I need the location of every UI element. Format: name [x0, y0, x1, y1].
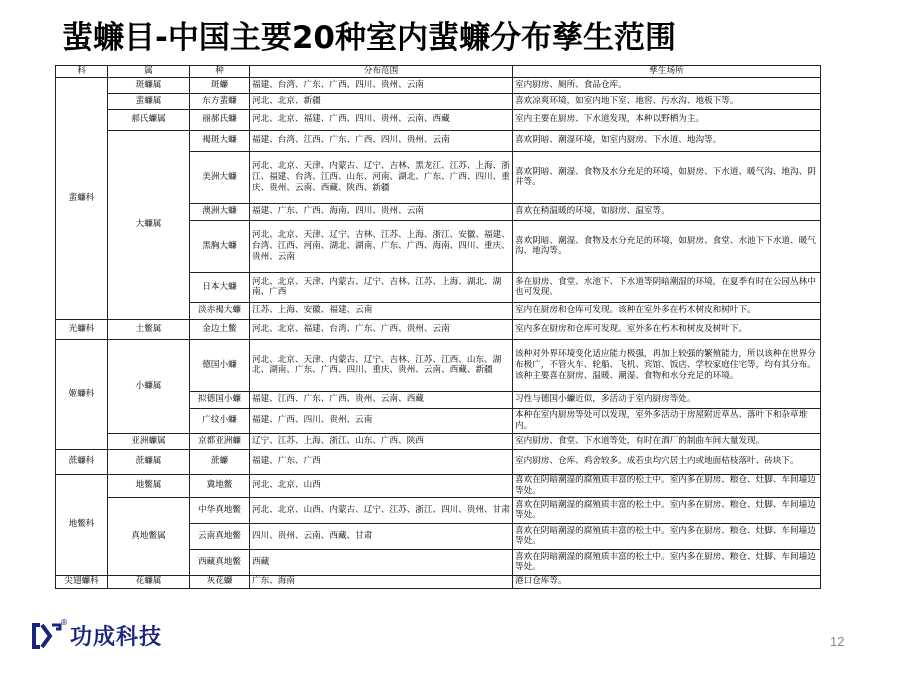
- habitat-cell: 喜欢在阴暗潮湿的腐殖质丰富的松土中。室内多在厨房、粮仓、灶脚、车间墙边等处。: [513, 474, 821, 497]
- family-cell: 蔗蠊科: [56, 449, 108, 474]
- genus-cell: 郝氏蠊属: [108, 109, 190, 130]
- table-header-row: [56, 66, 821, 78]
- range-cell: 福建、广西、四川、贵州、云南: [250, 408, 513, 433]
- species-cell: 蔗蠊: [190, 449, 250, 474]
- range-cell: 江苏、上海、安徽、福建、云南: [250, 302, 513, 319]
- range-cell: 河北、北京、天津、内蒙古、辽宁、吉林、江苏、上海、湖北、湖南、广西: [250, 272, 513, 302]
- species-cell: 金边土鳖: [190, 319, 250, 339]
- species-cell: 冀地鳖: [190, 474, 250, 497]
- range-cell: 西藏: [250, 549, 513, 575]
- table-row: [56, 109, 821, 130]
- species-cell: 德国小蠊: [190, 339, 250, 391]
- header-family: 科: [56, 66, 108, 78]
- species-cell: 斑蠊: [190, 77, 250, 93]
- species-cell: 西藏真地鳖: [190, 549, 250, 575]
- page-title: 蜚蠊目-中国主要20种室内蜚蠊分布孳生范围: [62, 20, 677, 56]
- habitat-cell: 港口仓库等。: [513, 575, 821, 588]
- range-cell: 河北、北京、天津、内蒙古、辽宁、吉林、江苏、江西、山东、湖北、湖南、广东、广西、四川、重庆、贵州、云南、西藏、新疆: [250, 339, 513, 391]
- habitat-cell: 喜欢在阴暗潮湿的腐殖质丰富的松土中。室内多在厨房、粮仓、灶脚、车间墙边等处。: [513, 497, 821, 523]
- habitat-cell: 喜欢在阴暗潮湿的腐殖质丰富的松土中。室内多在厨房、粮仓、灶脚、车间墙边等处。: [513, 549, 821, 575]
- habitat-cell: 本种在室内厨房等处可以发现，室外多活动于房屋附近草丛、落叶下和杂草堆内。: [513, 408, 821, 433]
- habitat-cell: 喜欢在稍温暖的环境，如厨房、温室等。: [513, 203, 821, 220]
- genus-cell: 大蠊属: [108, 130, 190, 319]
- genus-cell: 斑蠊属: [108, 77, 190, 93]
- range-cell: 福建、广东、广西: [250, 449, 513, 474]
- habitat-cell: 喜欢阴暗、潮湿、食物及水分充足的环境，如厨房、下水道、暖气沟、地沟、阴井等。: [513, 151, 821, 203]
- header-range: 分布范围: [250, 66, 513, 78]
- table-row: [56, 433, 821, 449]
- genus-cell: 花蠊属: [108, 575, 190, 588]
- table-row: [56, 575, 821, 588]
- habitat-cell: 室内多在厨房和仓库可发现。室外多在朽木和树皮及树叶下。: [513, 319, 821, 339]
- range-cell: 河北、北京、山西: [250, 474, 513, 497]
- table-row: [56, 319, 821, 339]
- genus-cell: 真地鳖属: [108, 497, 190, 575]
- genus-cell: 亚洲蠊属: [108, 433, 190, 449]
- species-cell: 淡赤褐大蠊: [190, 302, 250, 319]
- genus-cell: 土鳖属: [108, 319, 190, 339]
- range-cell: 河北、北京、福建、台湾、广东、广西、贵州、云南: [250, 319, 513, 339]
- range-cell: 四川、贵州、云南、西藏、甘肃: [250, 523, 513, 549]
- species-cell: 东方蜚蠊: [190, 93, 250, 109]
- species-cell: 澳洲大蠊: [190, 203, 250, 220]
- page-number: 12: [830, 634, 845, 649]
- header-species: 种: [190, 66, 250, 78]
- genus-cell: 小蠊属: [108, 339, 190, 433]
- range-cell: 河北、北京、山西、内蒙古、辽宁、江苏、浙江、四川、贵州、甘肃: [250, 497, 513, 523]
- species-cell: 京都亚洲蠊: [190, 433, 250, 449]
- range-cell: 河北、北京、天津、内蒙古、辽宁、吉林、黑龙江、江苏、上海、浙江、福建、台湾、江西、山东、河南、湖北、广东、广西、四川、重庆、贵州、云南、西藏、陕西、新疆: [250, 151, 513, 203]
- range-cell: 河北、北京、天津、辽宁、吉林、江苏、上海、浙江、安徽、福建、台湾、江西、河南、湖北、湖南、广东、广西、海南、四川、重庆、贵州、云南: [250, 220, 513, 272]
- family-cell: 蜚蠊科: [56, 77, 108, 319]
- habitat-cell: 喜欢阴暗、潮湿环境，如室内厨房、下水道、地沟等。: [513, 130, 821, 151]
- species-cell: 美洲大蠊: [190, 151, 250, 203]
- header-genus: 属: [108, 66, 190, 78]
- species-cell: 拟德国小蠊: [190, 391, 250, 408]
- range-cell: 福建、广东、广西、海南、四川、贵州、云南: [250, 203, 513, 220]
- company-logo: [30, 620, 162, 651]
- range-cell: 河北、北京、福建、广西、四川、贵州、云南、西藏: [250, 109, 513, 130]
- habitat-cell: 多在厨房、食堂、水池下、下水道等阴暗潮湿的环境，在夏季有时在公园丛林中也可发现。: [513, 272, 821, 302]
- habitat-cell: 喜欢凉爽环境，如室内地下室、地窖、污水沟、地板下等。: [513, 93, 821, 109]
- habitat-cell: 室内厨房、食堂、下水道等处，有时在酒厂的制曲车间大量发现。: [513, 433, 821, 449]
- registered-mark: ®: [60, 618, 68, 627]
- genus-cell: 地鳖属: [108, 474, 190, 497]
- header-habitat: 孳生场所: [513, 66, 821, 78]
- species-cell: 中华真地鳖: [190, 497, 250, 523]
- family-cell: 光蠊科: [56, 319, 108, 339]
- range-cell: 福建、台湾、江西、广东、广西、四川、贵州、云南: [250, 130, 513, 151]
- family-cell: 地鳖科: [56, 474, 108, 575]
- range-cell: 广东、海南: [250, 575, 513, 588]
- table-row: [56, 474, 821, 497]
- species-cell: 丽郝氏蠊: [190, 109, 250, 130]
- habitat-cell: 室内厨房、仓库、鸡舍较多。成若虫均穴居土内或地面枯枝落叶、砖块下。: [513, 449, 821, 474]
- species-cell: 日本大蠊: [190, 272, 250, 302]
- logo-mark-icon: [30, 621, 64, 651]
- range-cell: 福建、台湾、广东、广西、四川、贵州、云南: [250, 77, 513, 93]
- family-cell: 姬蠊科: [56, 339, 108, 449]
- habitat-cell: 室内在厨房和仓库可发现。该种在室外多在朽木树皮和树叶下。: [513, 302, 821, 319]
- logo-text: 功成科技: [70, 625, 163, 650]
- species-cell: 黑胸大蠊: [190, 220, 250, 272]
- species-cell: 云南真地鳖: [190, 523, 250, 549]
- species-cell: 褐斑大蠊: [190, 130, 250, 151]
- table-row: [56, 77, 821, 93]
- range-cell: 辽宁、江苏、上海、浙江、山东、广西、陕西: [250, 433, 513, 449]
- habitat-cell: 该种对外界环境变化适应能力极强，再加上较强的繁殖能力，所以该种在世界分布极广，不管火车、轮船、飞机、宾馆、饭店、学校家庭住宅等，均有其分布。该种主要喜在厨房、温暖、潮湿、食物和水分充足的环境。: [513, 339, 821, 391]
- habitat-cell: 习性与德国小蠊近似，多活动于室内厨房等处。: [513, 391, 821, 408]
- table-row: [56, 339, 821, 391]
- table-row: [56, 130, 821, 151]
- species-cell: 广纹小蠊: [190, 408, 250, 433]
- habitat-cell: 室内主要在厨房、下水道发现，本种以野栖为主。: [513, 109, 821, 130]
- species-cell: 灰花蠊: [190, 575, 250, 588]
- genus-cell: 蜚蠊属: [108, 93, 190, 109]
- habitat-cell: 喜欢在阴暗潮湿的腐殖质丰富的松土中。室内多在厨房、粮仓、灶脚、车间墙边等处。: [513, 523, 821, 549]
- range-cell: 河北、北京、新疆: [250, 93, 513, 109]
- distribution-table: [55, 65, 821, 589]
- genus-cell: 蔗蠊属: [108, 449, 190, 474]
- range-cell: 福建、江西、广东、广西、贵州、云南、西藏: [250, 391, 513, 408]
- table-row: [56, 497, 821, 523]
- family-cell: 尖翅蠊科: [56, 575, 108, 588]
- habitat-cell: 室内厨房、厕所、食品仓库。: [513, 77, 821, 93]
- table-row: [56, 449, 821, 474]
- table-row: [56, 93, 821, 109]
- habitat-cell: 喜欢阴暗、潮湿、食物及水分充足的环境，如厨房、食堂、水池下下水道、暖气沟、地沟等。: [513, 220, 821, 272]
